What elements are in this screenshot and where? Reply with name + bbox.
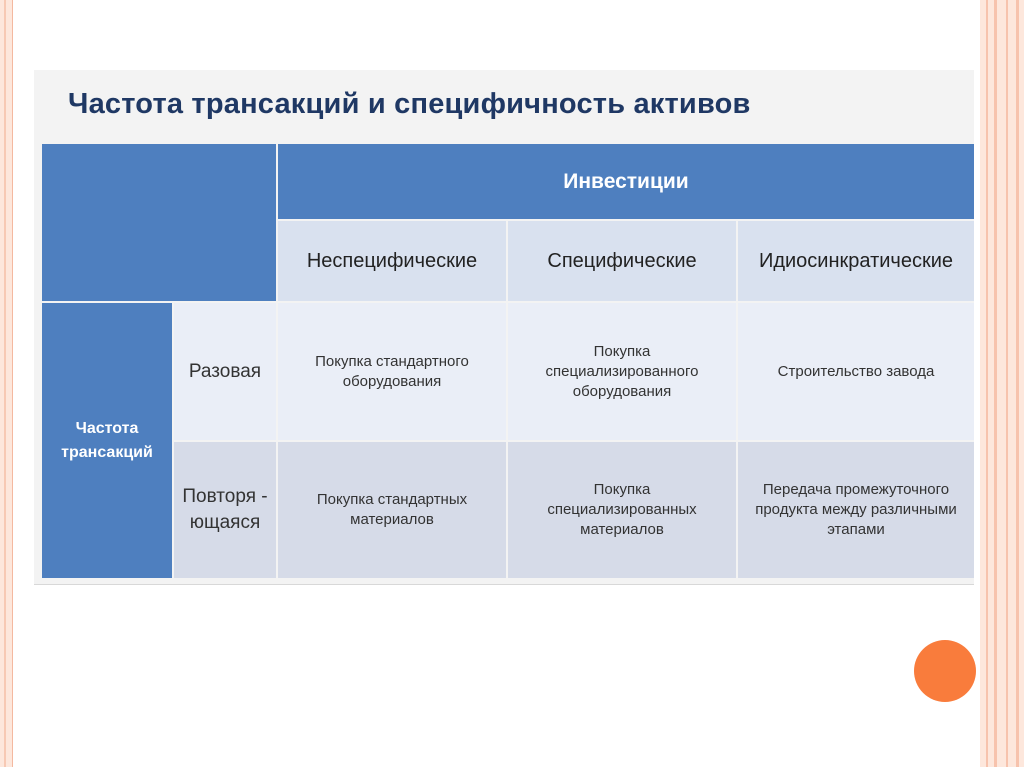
row-label-line1: Повторя - xyxy=(182,486,268,507)
transaction-table xyxy=(42,144,974,578)
investments-header: Инвестиции xyxy=(278,144,974,219)
cell-line: Покупка xyxy=(593,481,651,498)
frequency-label-line2: трансакций xyxy=(61,443,153,461)
table-cell xyxy=(738,303,974,440)
table-cell xyxy=(508,442,736,578)
row-label-line1: Разовая xyxy=(188,360,262,382)
slide-image-panel xyxy=(34,70,974,585)
decorative-circle xyxy=(914,640,976,702)
cell-line: оборудования xyxy=(572,382,672,400)
cell-line: материалов xyxy=(580,521,664,538)
cell-line: Строительство завода xyxy=(777,362,935,380)
cell-line: продукта между различными xyxy=(755,501,957,518)
column-header-specific: Специфические xyxy=(508,221,736,301)
cell-line: оборудования xyxy=(342,372,442,390)
row-label-repeated xyxy=(174,442,276,578)
cell-line: этапами xyxy=(827,521,885,538)
cell-line: Покупка стандартных xyxy=(316,491,468,508)
cell-line: специализированных xyxy=(547,501,697,518)
cell-line: Передача промежуточного xyxy=(762,481,950,498)
cell-line: Покупка xyxy=(593,342,651,360)
table-cell xyxy=(278,303,506,440)
column-header-idiosyncratic: Идиосинкратические xyxy=(738,221,974,301)
page-title: Частота трансакций и специфичность активов xyxy=(68,88,751,120)
frequency-label xyxy=(42,303,172,578)
table-cell xyxy=(508,303,736,440)
cell-line: Покупка стандартного xyxy=(315,352,469,370)
frequency-label-line1: Частота xyxy=(75,419,139,437)
slide-left-border xyxy=(0,0,13,767)
slide-right-border xyxy=(980,0,1024,767)
row-label-onetime xyxy=(174,303,276,440)
table-cell xyxy=(278,442,506,578)
row-label-line2: ющаяся xyxy=(189,512,261,533)
cell-line: материалов xyxy=(350,511,434,528)
table-cell xyxy=(738,442,974,578)
table-corner xyxy=(42,144,276,301)
column-header-nonspecific: Неспецифические xyxy=(278,221,506,301)
cell-line: специализированного xyxy=(545,362,699,380)
